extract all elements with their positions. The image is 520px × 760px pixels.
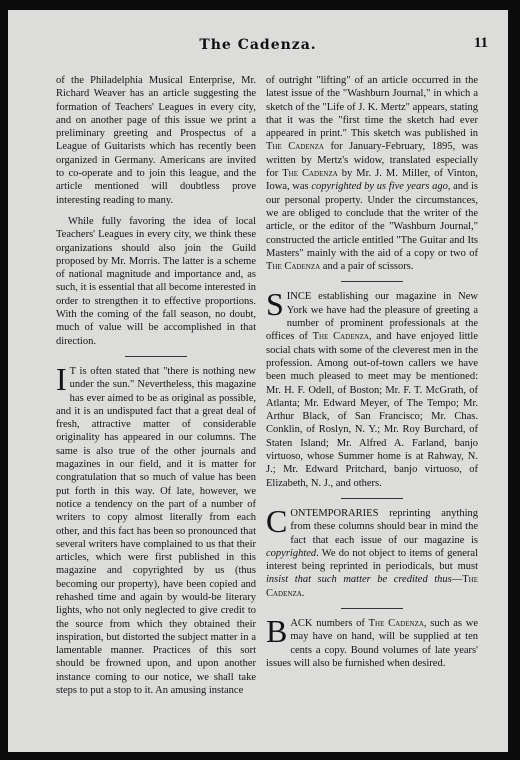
drop-cap: B: [266, 612, 288, 649]
text-run: , such as we may have on hand, will be supplied at ten cents a copy. Bound volumes of late years' issues will also be furnished when desired.: [266, 617, 478, 669]
text-run: —: [451, 574, 463, 586]
text-run: , and have enjoyed little social chats with some of the cleverest men in the profession. Among out-of-town callers we have been much pleased to meet may be mentioned: Mr. H. F. Odell, of Boston; Mr. F. T. McGrath, of Atlanta; Mr. Edward Meyer, of The Tempo; Mr. Arthur Black, of San Francisco; Mr. Chas. Conklin, of Roslyn, N. Y.; Mr. Roy Burchard, of Staten Island; Mr. Alfred A. Farland, banjo virtuoso, whose Summer home is at Rahway, N. J.; Mr. Edward Pritchard, banjo virtuoso, of Elizabeth, N. J., and others.: [266, 331, 478, 489]
text-run: and a pair of scissors.: [320, 261, 414, 273]
paragraph-visitors: [266, 286, 478, 489]
text-run: ACK numbers of: [290, 617, 369, 629]
italic-text: copyrighted by us five years ago: [311, 181, 448, 193]
drop-cap: C: [266, 502, 288, 539]
section-divider: [125, 356, 187, 357]
left-column: [56, 74, 256, 705]
text-run: .: [301, 587, 305, 599]
paragraph-guild: While fully favoring the idea of local Teachers' Leagues in every city, we think these organizations should also join the Guild proposed by Mr. Morris. The latter is a scheme of national magnitude and importance and, as such, it is essential that all become interested in order to strengthen it to effective proportions. With the coming of the fall season, no doubt, much of value will be accomplished in that direction.: [56, 215, 256, 347]
paragraph-lifting: [266, 74, 478, 273]
magazine-page: [8, 10, 508, 752]
magazine-name: The Cadenza: [266, 574, 478, 599]
magazine-name: The Cadenza: [312, 331, 369, 343]
running-header-title: The Cadenza.: [199, 37, 317, 53]
right-column: [266, 74, 478, 678]
text-run: ONTEMPORARIES reprinting anything from these columns should bear in mind the fact that each issue of our magazine is: [290, 507, 478, 546]
drop-cap: S: [266, 286, 284, 323]
text-run: . We do not object to items of general interest being reprinted in periodicals, but must: [266, 547, 478, 573]
page-number: 11: [473, 35, 488, 51]
paragraph-back-numbers: [266, 612, 478, 670]
drop-cap: I: [56, 360, 67, 397]
section-divider: [341, 281, 403, 282]
text-run: INCE establishing our magazine in New York we have had the pleasure of greeting a number of prominent professionals at the offices of: [266, 291, 478, 343]
text-run: for January-February, 1895, was written by Mertz's widow, translated especially for: [266, 141, 478, 180]
section-divider: [341, 608, 403, 609]
magazine-name: The Cadenza: [282, 168, 338, 180]
paragraph-text: T is often stated that "there is nothing new under the sun." Nevertheless, this magazine has ever aimed to be as original as possible, and it is an undisputed fact that a great deal of fresh, attractive matter of considerable originality has appeared in our columns. The same is also true of the other journals and magazines in our field, and it is matter for congratulation that so much of value has been put forth in this way. Of late, however, we notice a tendency on the part of a number of writers to copy almost literally from each other, and this fact has been so pronounced that several writers have complained to us that their articles, which were first published in this magazine and copyrighted by us (thus becoming our property), have been copied and rehashed time and again by would-be literary lights, who not only neglected to give credit to the source from which they obtained their inspiration, but distorted the subject matter in a lamentable manner. Practices of this sort should be frowned upon, and upon another instance coming to our notice, we shall take steps to put a stop to it. An amusing instance: [56, 365, 256, 697]
italic-text: copyrighted: [266, 547, 317, 559]
paragraph-originality: [56, 360, 256, 697]
paragraph-contemporaries: [266, 502, 478, 600]
section-divider: [341, 498, 403, 499]
magazine-name: The Cadenza: [266, 261, 321, 273]
paragraph-league: of the Philadelphia Musical Enterprise, Mr. Richard Weaver has an article suggesting the formation of Teachers' Leagues in every city, and on another page of this issue we print a preliminary greeting and Prospectus of a League of Guitarists which has recently been organized in Germany. Americans are invited to co-operate and to join this league, and the article mentioned will doubtless prove interesting reading to many.: [56, 75, 256, 206]
italic-text: insist that such matter be credited thus: [266, 574, 452, 586]
magazine-name: The Cadenza: [368, 617, 424, 629]
text-run: of outright "lifting" of an article occurred in the latest issue of the "Washburn Journal," in which a sketch of the "Life of J. K. Mertz" appears, stating that it was the "first time the sketch had ever appeared in print." This sketch was published in: [266, 75, 478, 140]
text-run: , and is our personal property. Under the circumstances, we are obliged to conclude that the writer of the article, or the editor of the "Washburn Journal," constructed the article entitled "The Guitar and Its Masters" mainly with the aid of a copy or two of: [266, 181, 478, 259]
magazine-name: The Cadenza: [266, 141, 324, 153]
text-run: by Mr. J. M. Miller, of Vinton, Iowa, was: [266, 168, 478, 193]
